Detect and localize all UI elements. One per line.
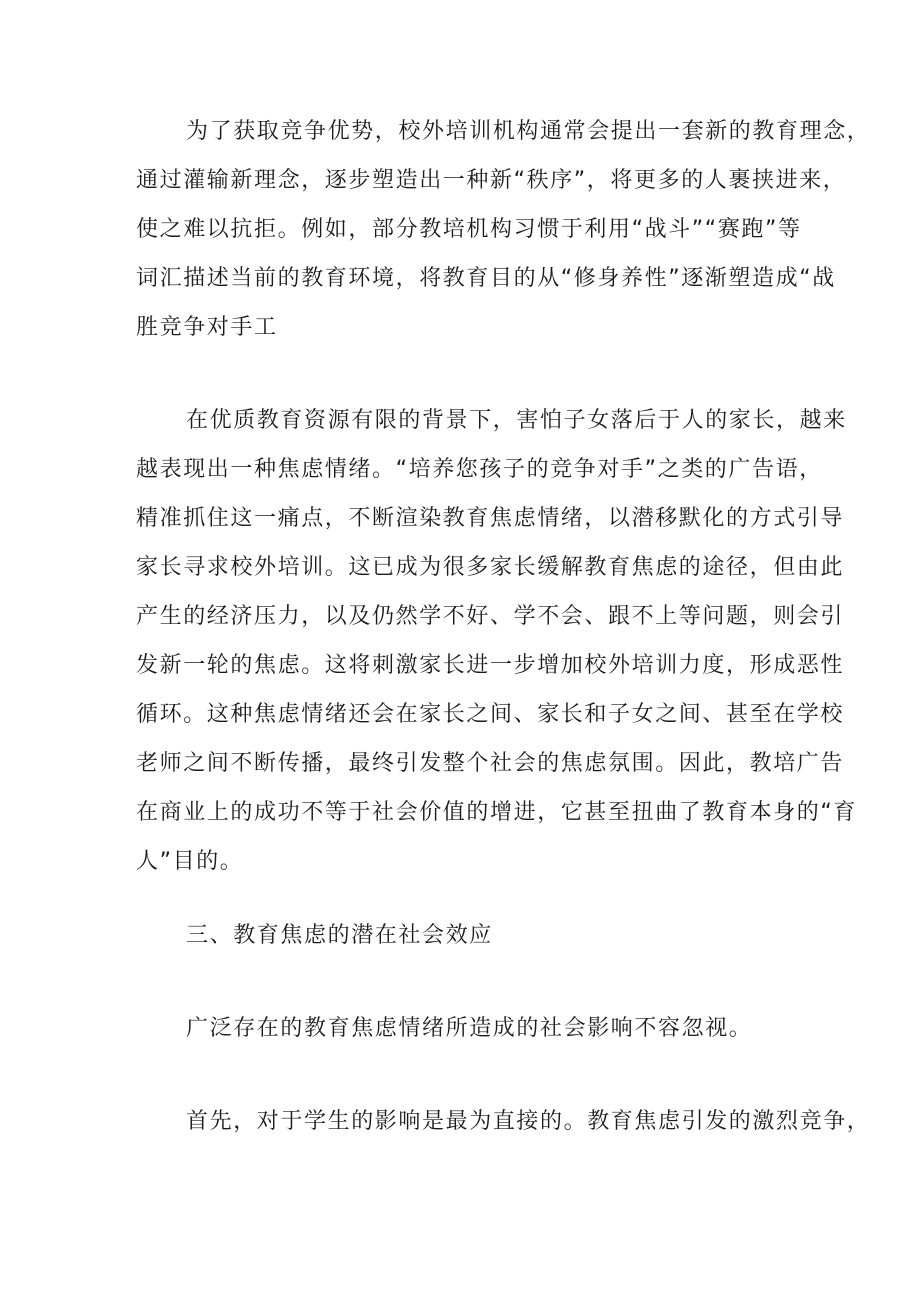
paragraph-1-line-5: 胜竞争对手工 (136, 315, 278, 340)
paragraph-2-line-7: 循环。这种焦虑情绪还会在家长之间、家长和子女之间、甚至在学校 (136, 702, 845, 727)
paragraph-2-line-6: 发新一轮的焦虑。这将刺激家长进一步增加校外培训力度，形成恶性 (136, 653, 845, 678)
paragraph-1-line-4: 词汇描述当前的教育环境，将教育目的从“修身养性”逐渐塑造成“战 (136, 266, 836, 291)
paragraph-2-line-4: 家长寻求校外培训。这已成为很多家长缓解教育焦虑的途径，但由此 (136, 555, 845, 580)
paragraph-2-line-3: 精准抓住这一痛点，不断渲染教育焦虑情绪，以潜移默化的方式引导 (136, 506, 845, 531)
paragraph-3-line-1: 广泛存在的教育焦虑情绪所造成的社会影响不容忽视。 (186, 1016, 753, 1041)
paragraph-1-line-3: 使之难以抗拒。例如，部分教培机构习惯于利用“战斗”“赛跑”等 (136, 217, 802, 242)
section-heading: 三、教育焦虑的潜在社会效应 (186, 923, 493, 948)
paragraph-2-line-1: 在优质教育资源有限的背景下，害怕子女落后于人的家长，越来 (186, 408, 847, 433)
paragraph-2-line-5: 产生的经济压力，以及仍然学不好、学不会、跟不上等问题，则会引 (136, 604, 845, 629)
paragraph-2-line-10: 人”目的。 (136, 849, 244, 874)
paragraph-2-line-2: 越表现出一种焦虑情绪。“培养您孩子的竞争对手”之类的广告语， (136, 457, 823, 482)
paragraph-2-line-8: 老师之间不断传播，最终引发整个社会的焦虑氛围。因此，教培广告 (136, 751, 845, 776)
paragraph-1-line-2: 通过灌输新理念，逐步塑造出一种新“秩序”，将更多的人裹挟进来， (136, 168, 847, 193)
paragraph-1-line-1: 为了获取竞争优势，校外培训机构通常会提出一套新的教育理念， (186, 119, 871, 144)
paragraph-4-line-1: 首先，对于学生的影响是最为直接的。教育焦虑引发的激烈竞争， (186, 1109, 871, 1134)
paragraph-2-line-9: 在商业上的成功不等于社会价值的增进，它甚至扭曲了教育本身的“育 (136, 800, 857, 825)
